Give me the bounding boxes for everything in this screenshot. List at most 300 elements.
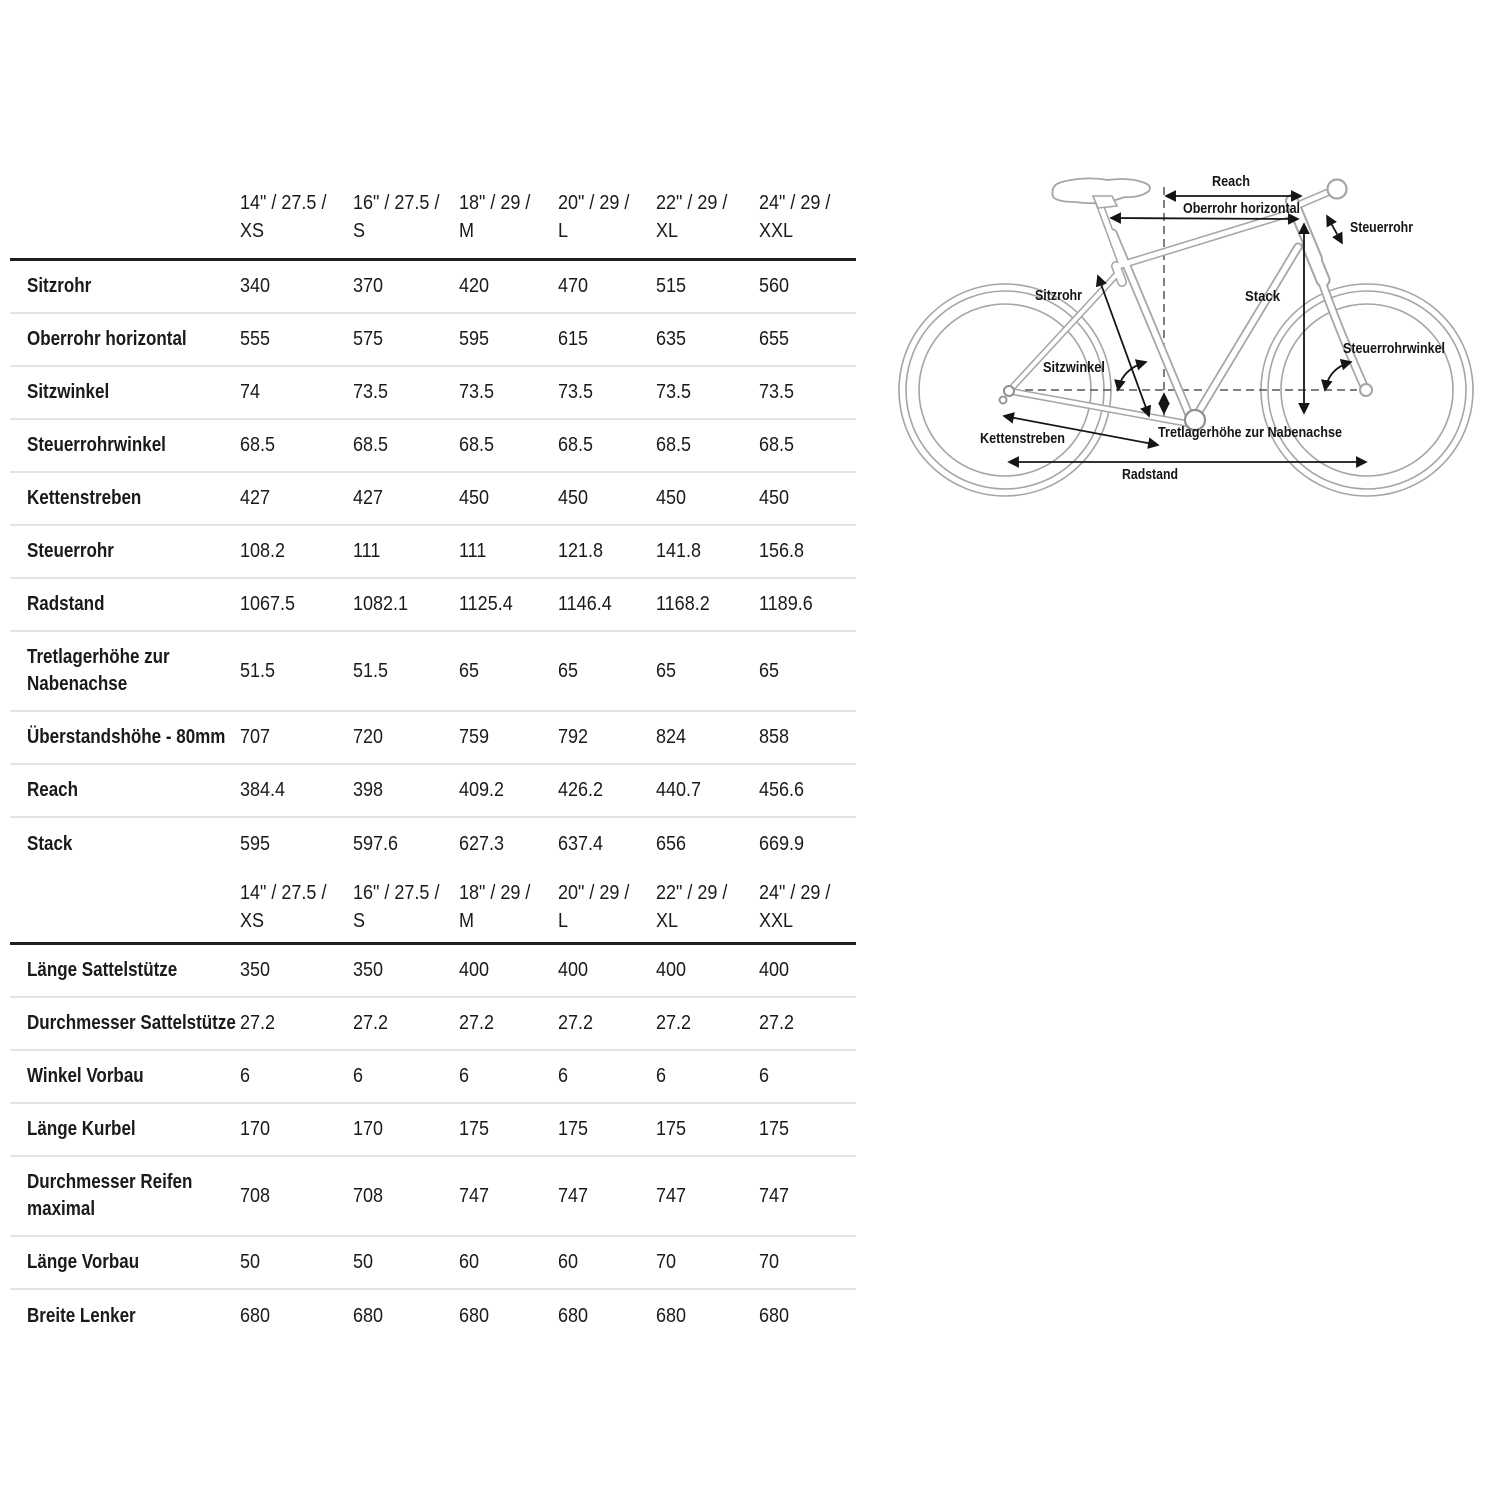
row-value bbox=[459, 1116, 558, 1143]
rear-derailleur bbox=[1000, 397, 1007, 404]
row-label-line: Sitzrohr bbox=[27, 275, 92, 297]
row-label bbox=[10, 1169, 240, 1223]
row-value bbox=[240, 1010, 353, 1037]
row-value-text: 615 bbox=[558, 328, 589, 350]
row-value-text: 27.2 bbox=[759, 1012, 795, 1034]
row-value-text: 170 bbox=[353, 1118, 384, 1140]
row-value bbox=[353, 777, 459, 804]
row-value-text: 60 bbox=[459, 1251, 480, 1273]
row-label-text bbox=[27, 777, 78, 804]
row-value bbox=[656, 1116, 759, 1143]
row-value bbox=[353, 1249, 459, 1276]
sitzwinkel-label: Sitzwinkel bbox=[1043, 359, 1105, 376]
row-value bbox=[459, 1303, 558, 1330]
size-header-line: 18" / 29 / bbox=[459, 881, 531, 904]
size-header-line: 14" / 27.5 / bbox=[240, 192, 327, 214]
row-label-text bbox=[27, 432, 166, 459]
row-value-text: 350 bbox=[353, 959, 384, 981]
row-value bbox=[459, 1010, 558, 1037]
row-value-text: 450 bbox=[656, 487, 687, 509]
row-value bbox=[656, 831, 759, 858]
table-row bbox=[10, 818, 856, 871]
row-value bbox=[558, 724, 656, 751]
geometry-table bbox=[10, 185, 856, 1343]
table-row bbox=[10, 526, 856, 579]
row-value-text: 1146.4 bbox=[558, 593, 612, 615]
row-label-text bbox=[27, 1063, 144, 1090]
row-value-text: 6 bbox=[240, 1065, 251, 1087]
row-value-text: 65 bbox=[459, 659, 480, 682]
row-value bbox=[459, 326, 558, 353]
row-value bbox=[459, 379, 558, 406]
table-row bbox=[10, 632, 856, 712]
row-value bbox=[240, 273, 353, 300]
row-value-text: 747 bbox=[656, 1184, 687, 1207]
row-value-text: 27.2 bbox=[240, 1012, 276, 1034]
row-label-line: Durchmesser Reifen bbox=[27, 1171, 193, 1193]
row-value bbox=[558, 273, 656, 300]
row-value-text: 470 bbox=[558, 275, 589, 297]
row-value-text: 747 bbox=[459, 1184, 490, 1207]
size-header-line: 20" / 29 / bbox=[558, 881, 630, 904]
size-header-cell bbox=[656, 879, 759, 935]
row-value-text: 51.5 bbox=[353, 659, 389, 682]
row-value bbox=[240, 1183, 353, 1210]
row-value bbox=[353, 379, 459, 406]
row-value bbox=[759, 1303, 856, 1330]
row-value-text: 747 bbox=[558, 1184, 589, 1207]
row-value bbox=[656, 379, 759, 406]
row-label-line: Nabenachse bbox=[27, 673, 128, 695]
row-value bbox=[759, 591, 856, 618]
row-value bbox=[240, 1303, 353, 1330]
row-value bbox=[353, 1183, 459, 1210]
size-header-cell bbox=[240, 189, 353, 245]
row-value-text: 400 bbox=[759, 959, 790, 981]
row-value-text: 669.9 bbox=[759, 833, 805, 855]
row-value-text: 121.8 bbox=[558, 540, 604, 562]
handlebar-grip bbox=[1328, 180, 1347, 199]
row-value bbox=[656, 1183, 759, 1210]
row-label bbox=[10, 724, 240, 751]
row-label bbox=[10, 957, 240, 984]
row-value bbox=[240, 1116, 353, 1143]
row-label-line: Durchmesser Sattelstütze bbox=[27, 1012, 236, 1034]
row-value-text: 65 bbox=[558, 659, 579, 682]
row-value-text: 560 bbox=[759, 275, 790, 297]
row-value-text: 175 bbox=[459, 1118, 490, 1140]
row-value-text: 708 bbox=[353, 1184, 384, 1207]
row-value bbox=[240, 326, 353, 353]
row-value bbox=[353, 432, 459, 459]
stack-label: Stack bbox=[1245, 288, 1281, 305]
row-value bbox=[459, 432, 558, 459]
size-header-text bbox=[656, 189, 727, 245]
size-header-line: 24" / 29 / bbox=[759, 192, 831, 214]
size-header-text bbox=[459, 879, 530, 935]
saddle-clamp bbox=[1093, 196, 1117, 208]
table-row bbox=[10, 1237, 856, 1290]
row-value bbox=[656, 591, 759, 618]
size-header-line: 24" / 29 / bbox=[759, 881, 831, 904]
oberrohr-label: Oberrohr horizontal bbox=[1183, 200, 1300, 217]
row-value-text: 575 bbox=[353, 328, 384, 350]
oberrohr-arrow bbox=[1111, 218, 1298, 219]
radstand-label: Radstand bbox=[1122, 466, 1178, 483]
row-value bbox=[240, 724, 353, 751]
row-value bbox=[558, 777, 656, 804]
row-label-line: Radstand bbox=[27, 593, 105, 615]
row-value-text: 747 bbox=[759, 1184, 790, 1207]
row-value bbox=[240, 658, 353, 685]
row-value bbox=[240, 1249, 353, 1276]
table-row bbox=[10, 420, 856, 473]
row-value-text: 156.8 bbox=[759, 540, 805, 562]
row-value-text: 680 bbox=[558, 1305, 589, 1327]
row-value bbox=[558, 1303, 656, 1330]
row-value bbox=[353, 485, 459, 512]
sitzwinkel-arc bbox=[1118, 362, 1146, 390]
row-value-text: 27.2 bbox=[459, 1012, 495, 1034]
row-value bbox=[459, 957, 558, 984]
row-label-line: Sitzwinkel bbox=[27, 381, 110, 403]
row-value bbox=[353, 724, 459, 751]
row-value bbox=[459, 777, 558, 804]
size-header-cell bbox=[240, 879, 353, 935]
row-value bbox=[558, 432, 656, 459]
size-header-line: XXL bbox=[759, 909, 794, 932]
row-label bbox=[10, 1010, 240, 1037]
size-header-line: 16" / 27.5 / bbox=[353, 881, 440, 904]
sitzrohr-label: Sitzrohr bbox=[1035, 287, 1083, 304]
size-header-line: 20" / 29 / bbox=[558, 192, 630, 214]
row-value-text: 70 bbox=[656, 1251, 677, 1273]
row-value-text: 65 bbox=[656, 659, 677, 682]
row-value bbox=[656, 1063, 759, 1090]
row-value-text: 65 bbox=[759, 659, 780, 682]
size-header-text bbox=[353, 189, 439, 245]
size-header-text bbox=[558, 879, 629, 935]
row-label-text bbox=[27, 485, 141, 512]
row-value-text: 708 bbox=[240, 1184, 271, 1207]
size-header-text bbox=[459, 189, 530, 245]
front-dropout bbox=[1360, 384, 1372, 396]
row-value-text: 27.2 bbox=[656, 1012, 692, 1034]
table-row bbox=[10, 1157, 856, 1237]
row-label-text bbox=[27, 326, 187, 353]
row-label-line: Reach bbox=[27, 779, 79, 801]
row-value-text: 400 bbox=[459, 959, 490, 981]
row-label-text bbox=[27, 831, 72, 858]
row-value bbox=[353, 1010, 459, 1037]
row-value-text: 68.5 bbox=[353, 434, 389, 456]
row-value bbox=[353, 957, 459, 984]
row-value bbox=[459, 1249, 558, 1276]
row-value-text: 50 bbox=[353, 1251, 374, 1273]
row-value bbox=[558, 1249, 656, 1276]
row-value bbox=[656, 777, 759, 804]
row-value bbox=[759, 1010, 856, 1037]
row-value bbox=[759, 1116, 856, 1143]
frame-outline bbox=[1009, 191, 1364, 424]
table-row bbox=[10, 579, 856, 632]
row-label-text bbox=[27, 591, 104, 618]
size-header-text bbox=[656, 879, 727, 935]
row-value-text: 635 bbox=[656, 328, 687, 350]
row-value bbox=[656, 1303, 759, 1330]
table-row bbox=[10, 945, 856, 998]
row-label-line: Überstandshöhe - 80mm bbox=[27, 726, 226, 748]
row-label-text bbox=[27, 1116, 136, 1143]
steuerrohr-arrow bbox=[1327, 216, 1342, 243]
table-row bbox=[10, 1290, 856, 1343]
row-value-text: 1067.5 bbox=[240, 593, 296, 615]
size-header-cell bbox=[353, 879, 459, 935]
row-value bbox=[759, 1063, 856, 1090]
row-value-text: 420 bbox=[459, 275, 490, 297]
row-value-text: 427 bbox=[240, 487, 271, 509]
row-value bbox=[459, 538, 558, 565]
size-header-text bbox=[558, 189, 629, 245]
row-value-text: 73.5 bbox=[759, 381, 795, 403]
row-label-line: Breite Lenker bbox=[27, 1305, 136, 1327]
row-label bbox=[10, 1249, 240, 1276]
row-value bbox=[459, 591, 558, 618]
row-value bbox=[558, 326, 656, 353]
row-label-line: Steuerrohrwinkel bbox=[27, 434, 166, 456]
size-header-line: S bbox=[353, 220, 366, 242]
row-value-text: 73.5 bbox=[353, 381, 389, 403]
row-value-text: 824 bbox=[656, 726, 687, 748]
row-value-text: 450 bbox=[459, 487, 490, 509]
row-label-line: Kettenstreben bbox=[27, 487, 142, 509]
row-value bbox=[558, 1183, 656, 1210]
row-value-text: 384.4 bbox=[240, 779, 286, 801]
row-value-text: 680 bbox=[459, 1305, 490, 1327]
row-value-text: 6 bbox=[558, 1065, 569, 1087]
row-value-text: 6 bbox=[353, 1065, 364, 1087]
table-row bbox=[10, 367, 856, 420]
row-label bbox=[10, 326, 240, 353]
row-value bbox=[353, 1303, 459, 1330]
row-label-line: Länge Vorbau bbox=[27, 1251, 140, 1273]
row-value-text: 60 bbox=[558, 1251, 579, 1273]
row-value bbox=[459, 724, 558, 751]
row-label-text bbox=[27, 724, 225, 751]
row-value-text: 6 bbox=[459, 1065, 470, 1087]
row-value-text: 1168.2 bbox=[656, 593, 710, 615]
row-value-text: 707 bbox=[240, 726, 271, 748]
row-label bbox=[10, 1063, 240, 1090]
row-value bbox=[656, 957, 759, 984]
row-value-text: 6 bbox=[759, 1065, 770, 1087]
row-value bbox=[353, 538, 459, 565]
table-row bbox=[10, 998, 856, 1051]
row-value-text: 50 bbox=[240, 1251, 261, 1273]
row-value bbox=[459, 658, 558, 685]
row-value-text: 340 bbox=[240, 275, 271, 297]
row-label bbox=[10, 432, 240, 459]
row-value-text: 427 bbox=[353, 487, 384, 509]
row-value bbox=[759, 326, 856, 353]
row-label-text bbox=[27, 273, 91, 300]
row-value bbox=[558, 591, 656, 618]
row-value-text: 656 bbox=[656, 833, 687, 855]
row-value-text: 515 bbox=[656, 275, 687, 297]
row-value-text: 627.3 bbox=[459, 833, 505, 855]
size-header-cell bbox=[759, 879, 856, 935]
row-label-text bbox=[27, 957, 177, 984]
row-value bbox=[240, 485, 353, 512]
row-value bbox=[459, 1183, 558, 1210]
row-value bbox=[240, 379, 353, 406]
row-label-text bbox=[27, 1010, 236, 1037]
row-value bbox=[558, 485, 656, 512]
table-row bbox=[10, 314, 856, 367]
row-value bbox=[558, 957, 656, 984]
size-header-line: XL bbox=[656, 220, 679, 242]
row-value-text: 6 bbox=[656, 1065, 667, 1087]
row-value-text: 400 bbox=[656, 959, 687, 981]
row-value-text: 426.2 bbox=[558, 779, 604, 801]
steuerrohr-label: Steuerrohr bbox=[1350, 219, 1414, 236]
row-value-text: 68.5 bbox=[240, 434, 276, 456]
table-row bbox=[10, 261, 856, 314]
row-value bbox=[353, 658, 459, 685]
row-value bbox=[353, 591, 459, 618]
row-value bbox=[240, 957, 353, 984]
row-value-text: 108.2 bbox=[240, 540, 286, 562]
row-value-text: 450 bbox=[558, 487, 589, 509]
size-header-cell bbox=[459, 189, 558, 245]
row-value bbox=[759, 485, 856, 512]
row-label-text bbox=[27, 379, 109, 406]
size-header-text bbox=[353, 879, 439, 935]
row-value bbox=[459, 485, 558, 512]
row-value bbox=[759, 658, 856, 685]
size-header-text bbox=[759, 879, 830, 935]
row-value bbox=[656, 1249, 759, 1276]
row-value-text: 70 bbox=[759, 1251, 780, 1273]
row-value-text: 680 bbox=[759, 1305, 790, 1327]
row-value-text: 68.5 bbox=[459, 434, 495, 456]
row-value bbox=[656, 485, 759, 512]
row-value bbox=[459, 273, 558, 300]
row-value bbox=[558, 538, 656, 565]
row-value-text: 370 bbox=[353, 275, 384, 297]
row-value bbox=[759, 1183, 856, 1210]
row-label-line: Länge Kurbel bbox=[27, 1118, 136, 1140]
table-row bbox=[10, 1104, 856, 1157]
row-value bbox=[759, 724, 856, 751]
size-header-row bbox=[10, 185, 856, 258]
row-label bbox=[10, 591, 240, 618]
size-header-line: 14" / 27.5 / bbox=[240, 881, 327, 904]
row-value-text: 1082.1 bbox=[353, 593, 409, 615]
row-value-text: 111 bbox=[459, 540, 487, 562]
size-header-line: M bbox=[459, 909, 475, 932]
row-label-line: Stack bbox=[27, 833, 73, 855]
row-label bbox=[10, 1303, 240, 1330]
row-label bbox=[10, 777, 240, 804]
size-header-line: XL bbox=[656, 909, 679, 932]
row-value-text: 440.7 bbox=[656, 779, 702, 801]
row-value-text: 175 bbox=[759, 1118, 790, 1140]
row-label-line: Länge Sattelstütze bbox=[27, 959, 178, 981]
row-value-text: 73.5 bbox=[558, 381, 594, 403]
size-header-line: L bbox=[558, 220, 569, 242]
row-value bbox=[656, 432, 759, 459]
row-value-text: 1189.6 bbox=[759, 593, 813, 615]
row-value-text: 456.6 bbox=[759, 779, 805, 801]
size-header-cell bbox=[558, 189, 656, 245]
row-value-text: 175 bbox=[558, 1118, 589, 1140]
row-value-text: 51.5 bbox=[240, 659, 276, 682]
row-value bbox=[353, 1116, 459, 1143]
table-row bbox=[10, 473, 856, 526]
row-value bbox=[558, 1116, 656, 1143]
row-value-text: 73.5 bbox=[656, 381, 692, 403]
size-header-cell bbox=[759, 189, 856, 245]
steuerrohrwinkel-label: Steuerrohrwinkel bbox=[1343, 340, 1445, 357]
size-header-line: 22" / 29 / bbox=[656, 192, 728, 214]
row-value bbox=[656, 1010, 759, 1037]
row-value bbox=[240, 777, 353, 804]
row-value bbox=[353, 1063, 459, 1090]
row-value-text: 720 bbox=[353, 726, 384, 748]
row-value bbox=[353, 831, 459, 858]
row-value-text: 409.2 bbox=[459, 779, 505, 801]
kettenstreben-label: Kettenstreben bbox=[980, 430, 1065, 447]
row-value bbox=[759, 379, 856, 406]
size-header-cell bbox=[656, 189, 759, 245]
row-label-line: Steuerrohr bbox=[27, 540, 114, 562]
row-value-text: 637.4 bbox=[558, 833, 604, 855]
row-value bbox=[240, 591, 353, 618]
row-label-text bbox=[27, 1169, 192, 1223]
row-value bbox=[656, 724, 759, 751]
row-value-text: 595 bbox=[240, 833, 271, 855]
row-value bbox=[459, 1063, 558, 1090]
row-value-text: 398 bbox=[353, 779, 384, 801]
row-value-text: 175 bbox=[656, 1118, 687, 1140]
row-value bbox=[353, 326, 459, 353]
size-header-cell bbox=[353, 189, 459, 245]
row-value-text: 655 bbox=[759, 328, 790, 350]
row-value-text: 597.6 bbox=[353, 833, 399, 855]
size-header-cell bbox=[459, 879, 558, 935]
row-value-text: 450 bbox=[759, 487, 790, 509]
row-label-line: Oberrohr horizontal bbox=[27, 328, 187, 350]
row-value bbox=[240, 432, 353, 459]
row-value-text: 68.5 bbox=[558, 434, 594, 456]
size-header-line: XS bbox=[240, 909, 265, 932]
row-value bbox=[759, 432, 856, 459]
row-value bbox=[558, 1010, 656, 1037]
row-label-text bbox=[27, 538, 114, 565]
row-value-text: 680 bbox=[353, 1305, 384, 1327]
row-label bbox=[10, 1116, 240, 1143]
row-value bbox=[759, 777, 856, 804]
row-value-text: 68.5 bbox=[759, 434, 795, 456]
table-row bbox=[10, 1051, 856, 1104]
table-row bbox=[10, 765, 856, 818]
row-label bbox=[10, 831, 240, 858]
row-value-text: 350 bbox=[240, 959, 271, 981]
row-value-text: 27.2 bbox=[353, 1012, 389, 1034]
row-label bbox=[10, 379, 240, 406]
row-value bbox=[759, 1249, 856, 1276]
